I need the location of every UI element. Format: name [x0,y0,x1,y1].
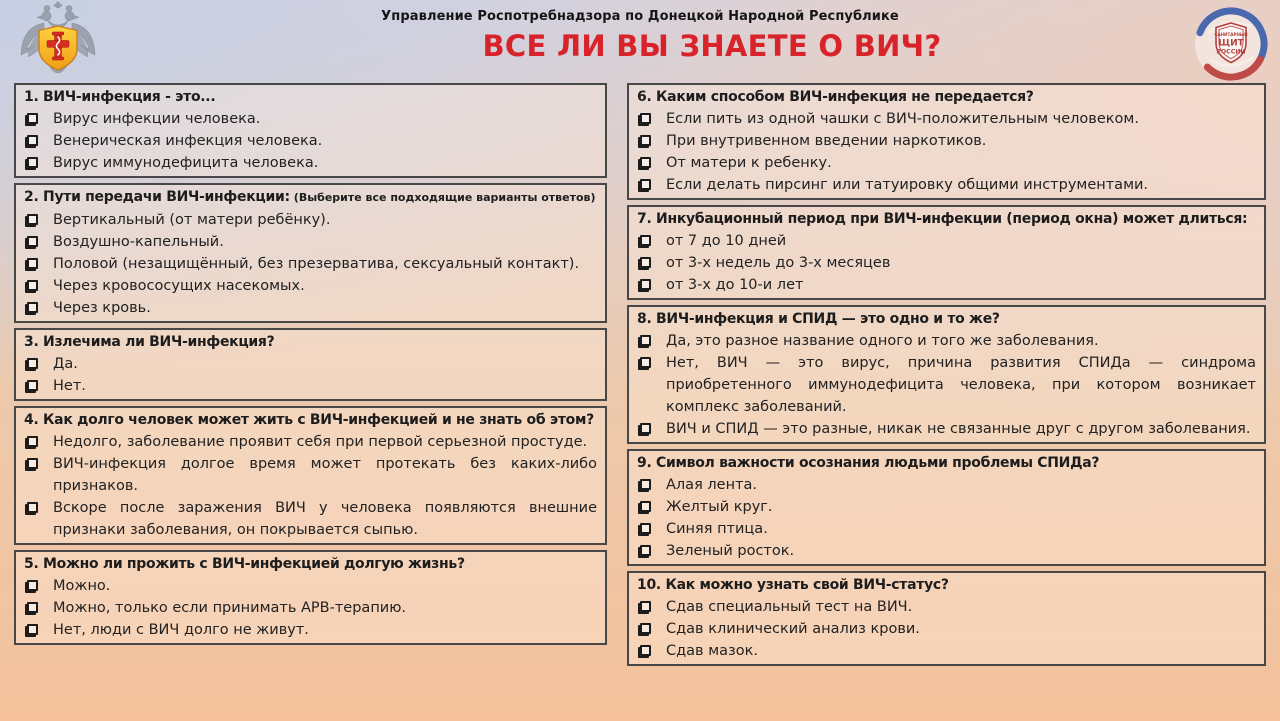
checkbox-icon[interactable] [640,545,651,556]
answer-text: ВИЧ и СПИД — это разные, никак не связанные друг с другом заболевания. [666,421,1251,437]
checkbox-icon[interactable] [640,357,651,368]
answer-row [637,330,1256,352]
question-line [24,86,597,108]
answer-text: Да. [53,356,78,372]
question-box-7 [627,205,1266,300]
answer-row [637,152,1256,174]
answer-row [24,453,597,497]
checkbox-icon[interactable] [640,601,651,612]
checkbox-icon[interactable] [27,258,38,269]
answer-row [24,353,597,375]
question-text: 1. ВИЧ-инфекция - это... [24,89,216,105]
answer-text: Нет, ВИЧ — это вирус, причина развития СПИДа — синдрома приобретенного иммунодефицита человека, при котором возникает комплекс заболеваний. [666,355,1256,415]
answer-text: от 3-х недель до 3-х месяцев [666,255,891,271]
question-line [24,409,597,431]
answer-text: Через кровососущих насекомых. [53,278,305,294]
question-box-3 [14,328,607,401]
answer-row [24,130,597,152]
answer-row [637,174,1256,196]
question-box-6 [627,83,1266,200]
answer-text: Вертикальный (от матери ребёнку). [53,212,331,228]
checkbox-icon[interactable] [27,280,38,291]
answer-text: Вирус иммунодефицита человека. [53,155,319,171]
checkbox-icon[interactable] [27,502,38,513]
answer-row [24,375,597,397]
question-line [24,186,597,209]
answer-row [24,209,597,231]
answer-text: Сдав специальный тест на ВИЧ. [666,599,913,615]
answer-text: Через кровь. [53,300,151,316]
answer-text: от 3-х до 10-и лет [666,277,804,293]
answer-row [637,108,1256,130]
question-note: (Выберите все подходящие варианты ответов) [293,191,596,204]
answer-row [637,252,1256,274]
question-text: 10. Как можно узнать свой ВИЧ-статус? [637,577,949,593]
checkbox-icon[interactable] [640,279,651,290]
checkbox-icon[interactable] [27,157,38,168]
question-line [637,208,1256,230]
checkbox-icon[interactable] [640,623,651,634]
checkbox-icon[interactable] [640,335,651,346]
answer-row [637,418,1256,440]
checkbox-icon[interactable] [27,113,38,124]
shield-icon [1190,3,1272,85]
question-text: 2. Пути передачи ВИЧ-инфекции: [24,189,290,205]
answer-row [24,108,597,130]
answer-text: Можно. [53,578,111,594]
question-text: 7. Инкубационный период при ВИЧ-инфекции (период окна) может длиться: [637,211,1248,227]
answer-row [637,518,1256,540]
answer-text: Вирус инфекции человека. [53,111,261,127]
question-box-2 [14,183,607,323]
question-box-8 [627,305,1266,444]
answer-text: Нет, люди с ВИЧ долго не живут. [53,622,309,638]
answer-text: Если пить из одной чашки с ВИЧ-положительным человеком. [666,111,1139,127]
checkbox-icon[interactable] [27,602,38,613]
checkbox-icon[interactable] [640,423,651,434]
answer-text: Алая лента. [666,477,758,493]
answer-text: Нет. [53,378,86,394]
checkbox-icon[interactable] [640,501,651,512]
checkbox-icon[interactable] [27,302,38,313]
answer-row [24,275,597,297]
answer-row [637,230,1256,252]
answer-text: Сдав клинический анализ крови. [666,621,920,637]
answer-text: От матери к ребенку. [666,155,832,171]
answer-text: Сдав мазок. [666,643,758,659]
answer-row [637,618,1256,640]
answer-row [24,619,597,641]
checkbox-icon[interactable] [640,135,651,146]
checkbox-icon[interactable] [640,113,651,124]
header [0,0,1280,83]
answer-row [24,575,597,597]
shield-text-line2: ЩИТ [1218,38,1244,49]
checkbox-icon[interactable] [27,236,38,247]
questions-column-left [14,83,607,721]
answer-text: от 7 до 10 дней [666,233,787,249]
checkbox-icon[interactable] [27,358,38,369]
shield-text-line3: РОССИИ [1216,48,1246,56]
checkbox-icon[interactable] [640,235,651,246]
checkbox-icon[interactable] [640,179,651,190]
answer-row [24,431,597,453]
question-line [637,308,1256,330]
checkbox-icon[interactable] [27,458,38,469]
answer-row [24,253,597,275]
answer-text: ВИЧ-инфекция долгое время может протекать без каких-либо признаков. [53,456,597,494]
answer-text: При внутривенном введении наркотиков. [666,133,987,149]
question-line [24,553,597,575]
answer-row [24,497,597,541]
shield-text-line1: САНИТАРНЫЙ [1214,32,1248,37]
answer-row [637,352,1256,418]
answer-text: Желтый круг. [666,499,773,515]
checkbox-icon[interactable] [27,380,38,391]
answer-text: Можно, только если принимать АРВ-терапию. [53,600,407,616]
questions-area [14,83,1266,721]
answer-text: Да, это разное название одного и того же заболевания. [666,333,1099,349]
answer-row [24,152,597,174]
answer-text: Венерическая инфекция человека. [53,133,323,149]
page-title: ВСЕ ЛИ ВЫ ЗНАЕТЕ О ВИЧ? [482,29,942,63]
answer-row [637,540,1256,562]
checkbox-icon[interactable] [640,479,651,490]
question-text: 3. Излечима ли ВИЧ-инфекция? [24,334,275,350]
checkbox-icon[interactable] [640,645,651,656]
question-box-1 [14,83,607,178]
question-line [637,86,1256,108]
question-box-10 [627,571,1266,666]
sanitary-shield-logo [1190,3,1272,89]
question-box-5 [14,550,607,645]
answer-row [637,274,1256,296]
answer-row [637,640,1256,662]
checkbox-icon[interactable] [640,523,651,534]
answer-text: Если делать пирсинг или татуировку общими инструментами. [666,177,1149,193]
checkbox-icon[interactable] [27,624,38,635]
checkbox-icon[interactable] [27,580,38,591]
question-text: 9. Символ важности осознания людьми проблемы СПИДа? [637,455,1100,471]
answer-text: Воздушно-капельный. [53,234,224,250]
questions-column-right [627,83,1266,721]
question-text: 8. ВИЧ-инфекция и СПИД — это одно и то же? [637,311,1000,327]
answer-row [637,130,1256,152]
answer-row [24,297,597,319]
question-line [637,452,1256,474]
answer-text: Половой (незащищённый, без презерватива, сексуальный контакт). [53,256,580,272]
question-box-4 [14,406,607,545]
answer-text: Недолго, заболевание проявит себя при первой серьезной простуде. [53,434,588,450]
checkbox-icon[interactable] [27,214,38,225]
answer-text: Зеленый росток. [666,543,795,559]
question-text: 5. Можно ли прожить с ВИЧ-инфекцией долгую жизнь? [24,556,465,572]
answer-row [637,474,1256,496]
question-text: 4. Как долго человек может жить с ВИЧ-инфекцией и не знать об этом? [24,412,594,428]
checkbox-icon[interactable] [640,257,651,268]
question-box-9 [627,449,1266,566]
answer-row [24,231,597,253]
answer-row [637,496,1256,518]
checkbox-icon[interactable] [640,157,651,168]
answer-row [637,596,1256,618]
question-text: 6. Каким способом ВИЧ-инфекция не передается? [637,89,1034,105]
question-line [637,574,1256,596]
checkbox-icon[interactable] [27,436,38,447]
org-title: Управление Роспотребнадзора по Донецкой Народной Республике [381,9,899,24]
answer-text: Вскоре после заражения ВИЧ у человека появляются внешние признаки заболевания, он покрывается сыпью. [53,500,597,538]
answer-text: Синяя птица. [666,521,768,537]
checkbox-icon[interactable] [27,135,38,146]
question-line [24,331,597,353]
answer-row [24,597,597,619]
